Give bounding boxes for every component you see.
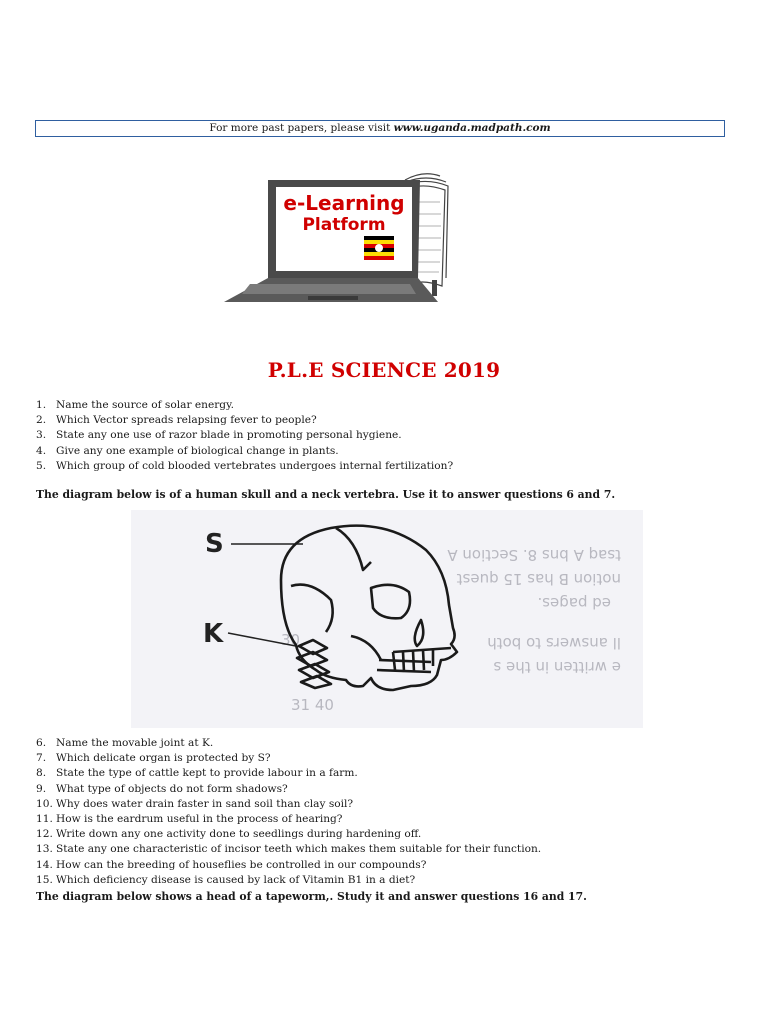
question-item: 12. Write down any one activity done to seedlings during hardening off. [36, 828, 422, 841]
question-item: 9. What type of objects do not form shadows? [36, 782, 288, 795]
question-item: 5. Which group of cold blooded vertebrates undergoes internal fertilization? [36, 459, 454, 472]
svg-text:ll answers to both: ll answers to both [487, 634, 621, 652]
question-item: 14. How can the breeding of houseflies be controlled in our compounds? [36, 858, 427, 871]
banner-url-link[interactable]: www.uganda.madpath.com [393, 122, 551, 134]
question-item: 8. State the type of cattle kept to provide labour in a farm. [36, 767, 358, 780]
question-item: 6. Name the movable joint at K. [36, 737, 214, 749]
logo-line1: e-Learning [283, 191, 405, 215]
question-item: 11. How is the eardrum useful in the process of hearing? [36, 813, 343, 826]
instruction-skull-diagram: The diagram below is of a human skull and a neck vertebra. Use it to answer questions 6 and 7. [36, 488, 616, 501]
label-s: S [205, 529, 224, 559]
banner-text: For more past papers, please visit [209, 122, 394, 134]
question-item: 7. Which delicate organ is protected by S? [36, 752, 271, 765]
instruction-tapeworm-diagram: The diagram below shows a head of a tapeworm,. Study it and answer questions 16 and 17. [36, 890, 587, 903]
question-item: 3. State any one use of razor blade in promoting personal hygiene. [36, 429, 402, 442]
question-item: 1. Name the source of solar energy. [36, 399, 235, 411]
svg-text:e written in the s: e written in the s [493, 658, 621, 676]
question-item: 15. Which deficiency disease is caused by lack of Vitamin B1 in a diet? [36, 873, 416, 886]
svg-text:notion B has 15 quest: notion B has 15 quest [456, 570, 621, 588]
question-item: 10. Why does water drain faster in sand soil than clay soil? [36, 797, 354, 810]
svg-text:31 40: 31 40 [291, 696, 334, 714]
elearning-platform-logo [220, 168, 450, 308]
skull-drawing [281, 526, 457, 690]
uganda-flag-icon [364, 236, 394, 260]
label-k: K [203, 619, 224, 649]
bleed-through-text [281, 546, 621, 714]
question-item: 4. Give any one example of biological change in plants. [36, 444, 339, 457]
question-item: 2. Which Vector spreads relapsing fever to people? [36, 414, 317, 427]
questions-list-1-5 [36, 398, 453, 474]
skull-diagram [131, 510, 643, 728]
logo-line2: Platform [302, 215, 386, 235]
website-banner [35, 120, 725, 137]
svg-text:30: 30 [281, 631, 301, 649]
svg-text:tsaq A bns 8. Section A: tsaq A bns 8. Section A [447, 546, 621, 564]
page-title: P.L.E SCIENCE 2019 [267, 358, 501, 382]
svg-text:ed pages.: ed pages. [537, 594, 611, 612]
questions-list-6-15 [36, 736, 541, 888]
question-item: 13. State any one characteristic of incisor teeth which makes them suitable for their function. [36, 843, 542, 856]
